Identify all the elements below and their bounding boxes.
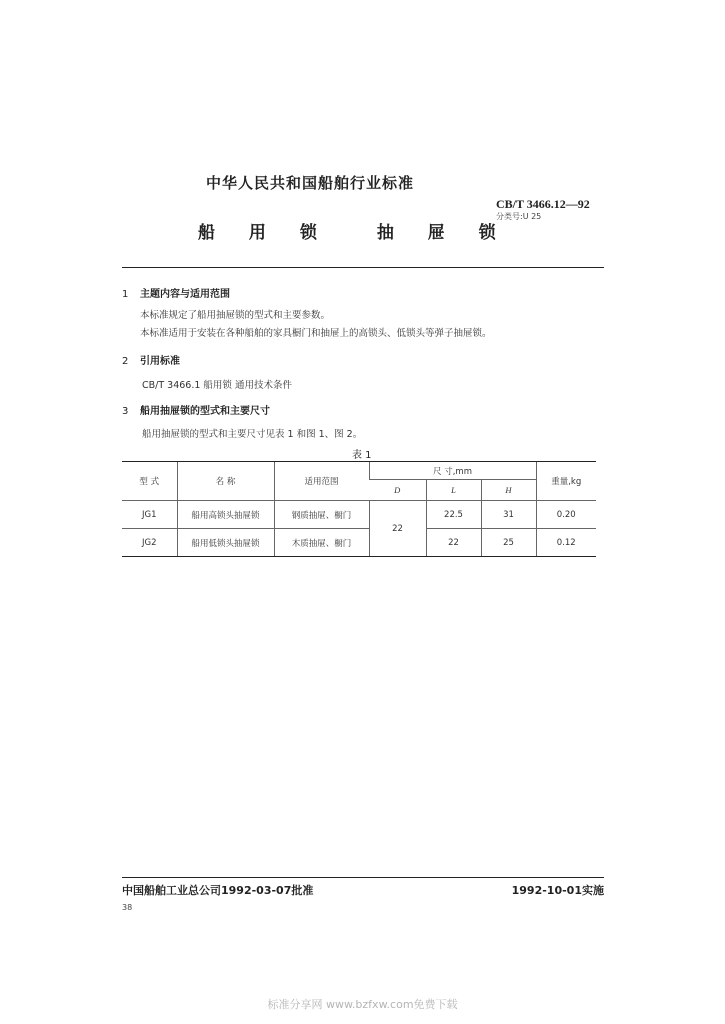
cell-l: 22	[426, 529, 481, 557]
section-1-paragraph-1: 本标准规定了船用抽屉锁的型式和主要参数。	[140, 310, 331, 321]
section-2-heading	[122, 352, 180, 367]
section-number: 2	[122, 356, 129, 367]
header-weight: 重量,kg	[536, 462, 596, 501]
section-title: 船用抽屉锁的型式和主要尺寸	[140, 406, 270, 417]
standard-code: CB/T 3466.12—92	[496, 197, 590, 211]
header-rule	[122, 267, 604, 268]
header-model: 型 式	[122, 462, 177, 501]
cell-scope: 钢质抽屉、橱门	[274, 501, 369, 529]
section-1-heading	[122, 285, 230, 300]
approval-text: 中国船舶工业总公司1992-03-07批准	[122, 884, 314, 897]
watermark: 标准分享网 www.bzfxw.com免费下载	[267, 998, 458, 1011]
cell-scope: 木质抽屉、橱门	[274, 529, 369, 557]
header-name: 名 称	[177, 462, 274, 501]
cell-weight: 0.20	[536, 501, 596, 529]
header-l: L	[426, 480, 481, 501]
section-number: 3	[122, 406, 129, 417]
header-scope: 适用范围	[274, 462, 369, 501]
cell-l: 22.5	[426, 501, 481, 529]
section-title: 引用标准	[140, 356, 180, 367]
organization-header: 中华人民共和国船舶行业标准	[206, 174, 415, 192]
header-h: H	[481, 480, 536, 501]
section-title: 主题内容与适用范围	[140, 289, 230, 300]
footer-rule	[122, 877, 604, 878]
document-title	[198, 218, 510, 243]
table-row	[122, 529, 596, 557]
title-part-1: 船 用 锁	[198, 223, 331, 243]
cell-name: 船用高锁头抽屉锁	[177, 501, 274, 529]
title-part-2: 抽 屉 锁	[376, 223, 510, 243]
table-row	[122, 501, 596, 529]
cell-name: 船用低锁头抽屉锁	[177, 529, 274, 557]
cell-d-shared: 22	[369, 501, 426, 557]
section-3-paragraph-1: 船用抽屉锁的型式和主要尺寸见表 1 和图 1、图 2。	[142, 429, 363, 440]
section-1-paragraph-2: 本标准适用于安装在各种船舶的家具橱门和抽屉上的高锁头、低锁头等弹子抽屉锁。	[140, 328, 492, 339]
table-caption: 表 1	[352, 450, 372, 461]
cell-model: JG1	[122, 501, 177, 529]
dimensions-table	[122, 461, 596, 557]
header-dimensions: 尺 寸,mm	[369, 462, 536, 480]
section-3-heading	[122, 402, 270, 417]
classification-code: 分类号:U 25	[496, 212, 542, 221]
header-d: D	[369, 480, 426, 501]
implementation-date: 1992-10-01实施	[511, 884, 604, 897]
cell-model: JG2	[122, 529, 177, 557]
section-number: 1	[122, 289, 129, 300]
cell-h: 25	[481, 529, 536, 557]
cell-weight: 0.12	[536, 529, 596, 557]
section-2-paragraph-1: CB/T 3466.1 船用锁 通用技术条件	[142, 380, 292, 391]
page-number: 38	[122, 903, 133, 912]
cell-h: 31	[481, 501, 536, 529]
